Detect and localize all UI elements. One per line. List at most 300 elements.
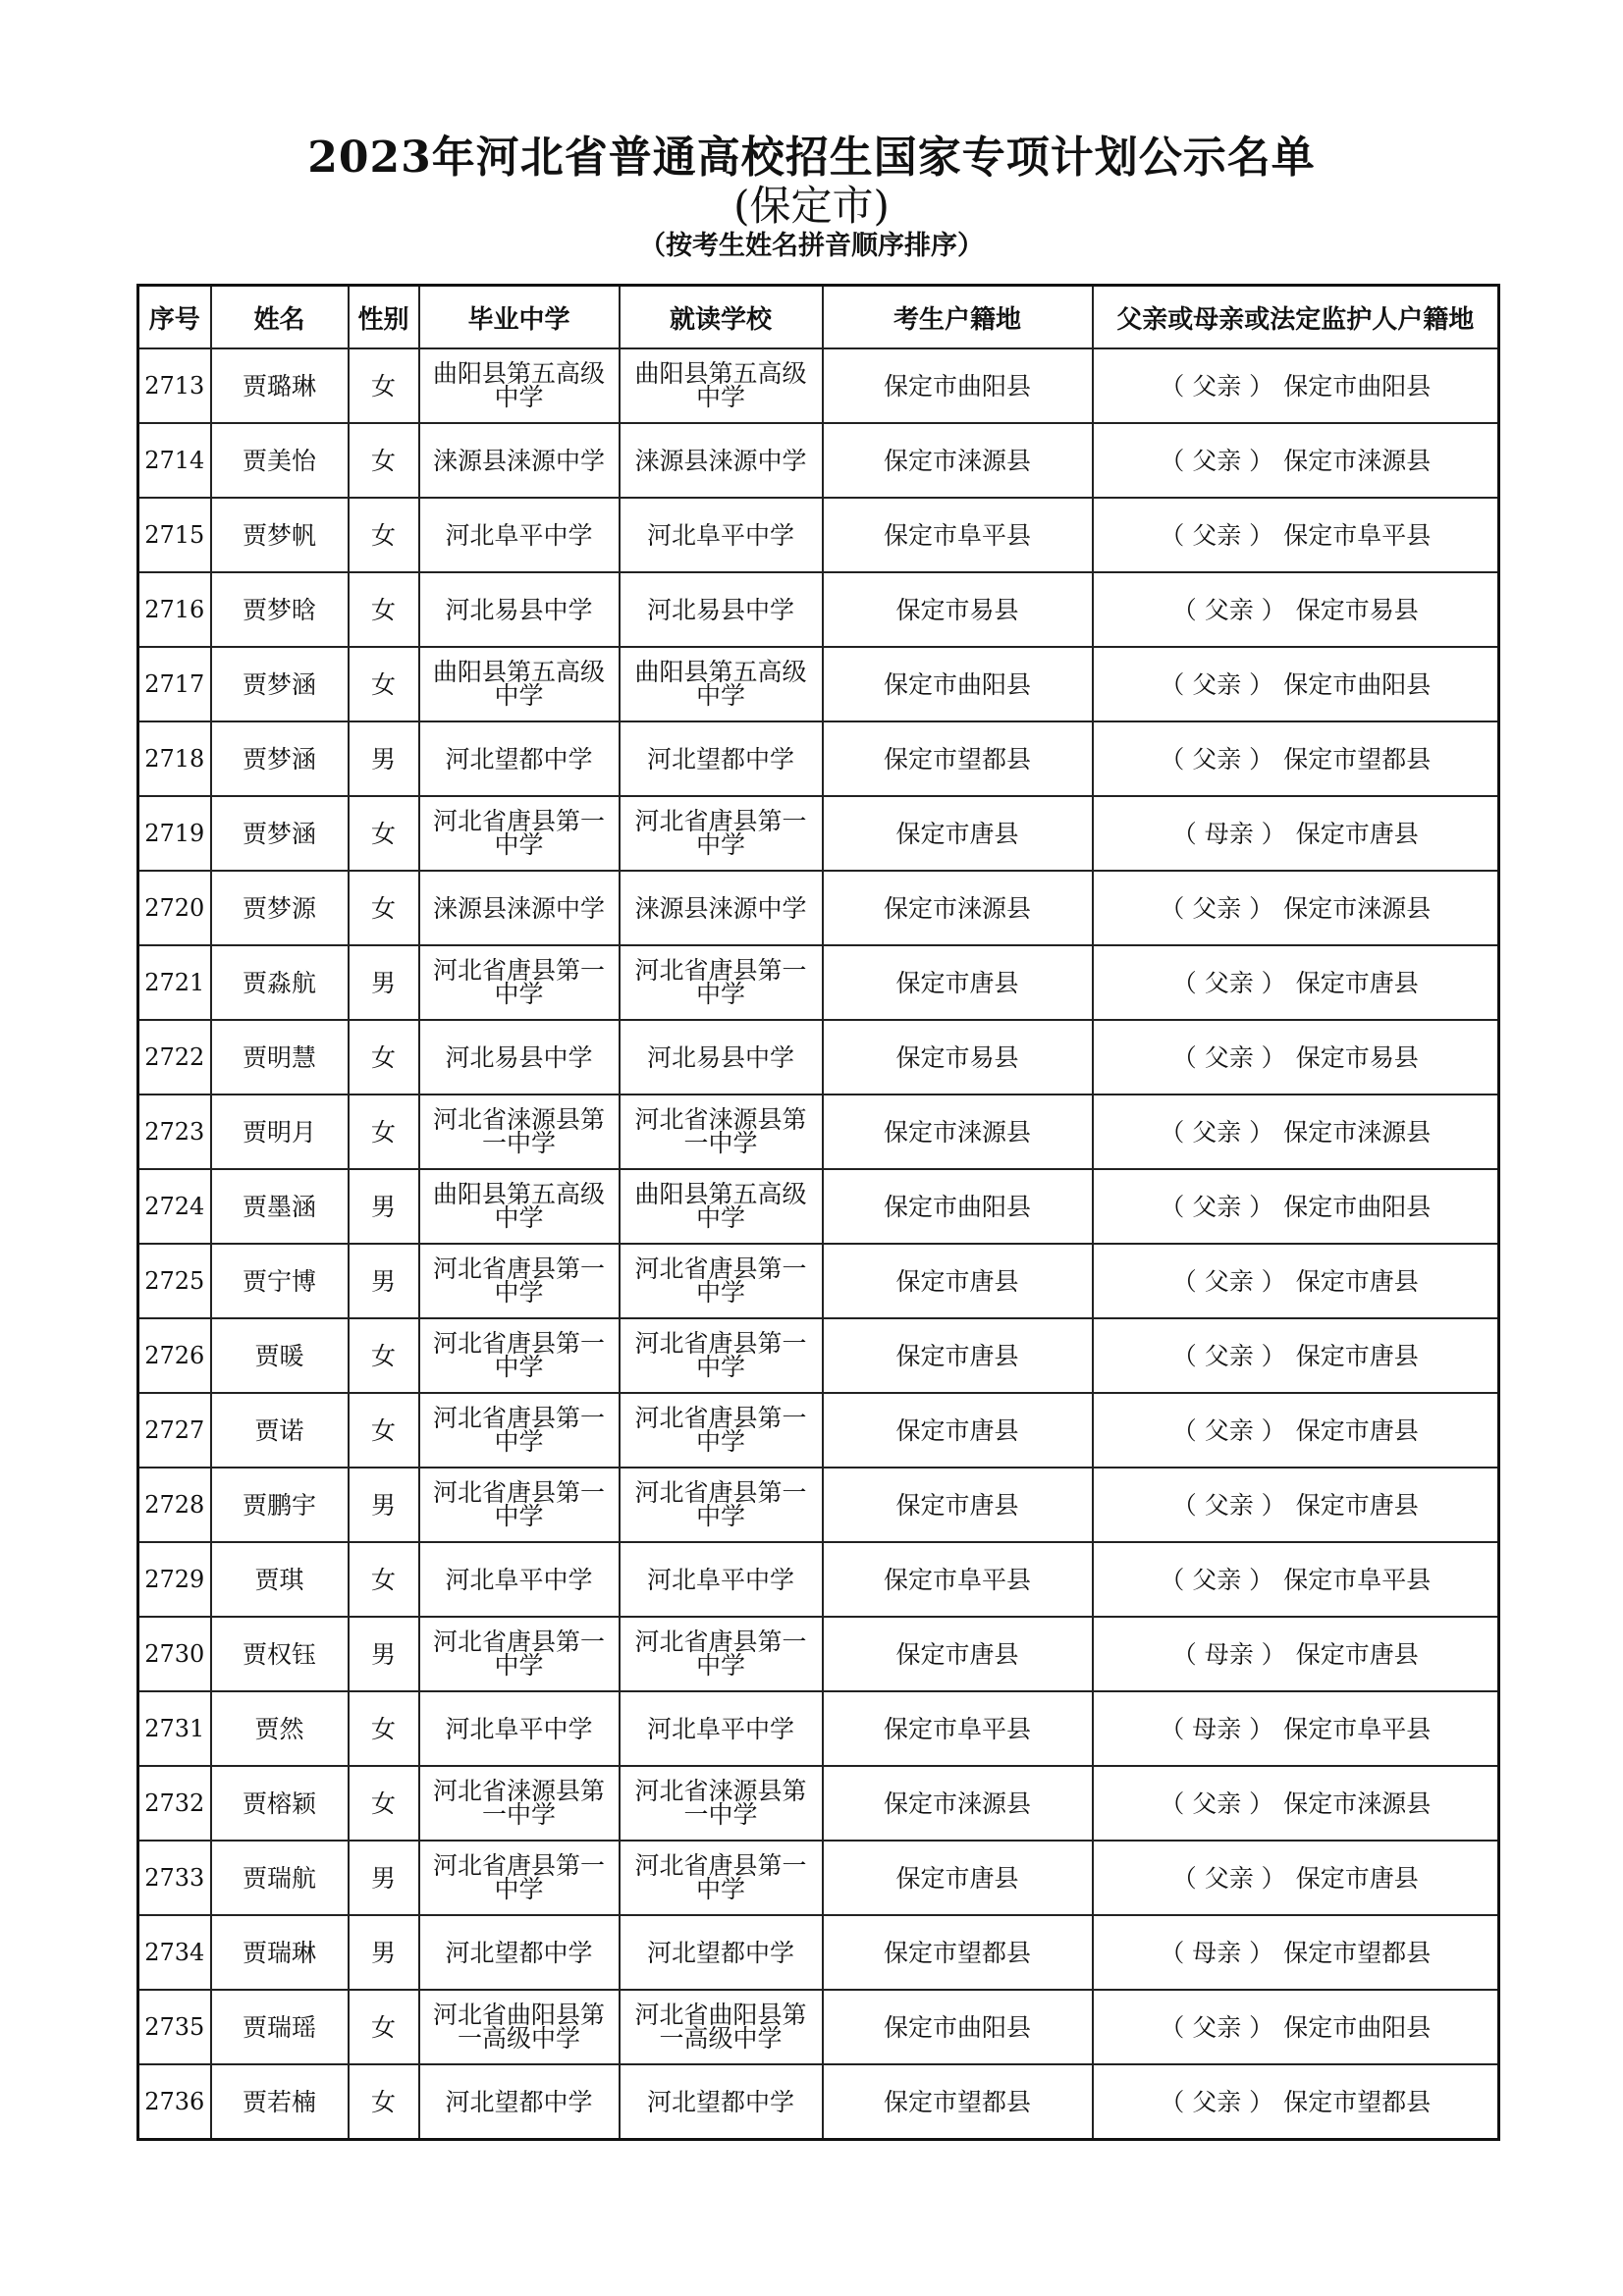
cell-current-school: [620, 1318, 823, 1393]
cell-name: 贾梦涵: [211, 647, 349, 721]
cell-number: 2733: [138, 1841, 211, 1915]
guardian-relation: （ 父亲 ）: [1171, 1341, 1286, 1370]
cell-name: 贾璐琳: [211, 348, 349, 423]
cell-current-school: [620, 498, 823, 572]
cell-guardian-household: [1093, 945, 1499, 1020]
cell-household: 保定市唐县: [823, 945, 1093, 1020]
table-header-row: [138, 286, 1499, 349]
cell-sex: 女: [349, 1542, 419, 1617]
cell-current-school: [620, 871, 823, 945]
cell-current-school-text: 河北望都中学: [646, 744, 794, 774]
cell-current-school-text: 河北易县中学: [646, 1042, 794, 1072]
cell-graduated-school: [419, 1766, 620, 1841]
cell-guardian-household: [1093, 721, 1499, 796]
cell-name: 贾美怡: [211, 423, 349, 498]
cell-graduated-school-text: 河北望都中学: [445, 1938, 593, 1967]
cell-name: 贾榕颖: [211, 1766, 349, 1841]
guardian-home: 保定市曲阳县: [1283, 669, 1432, 699]
cell-guardian-household: [1093, 871, 1499, 945]
cell-number: 2735: [138, 1990, 211, 2064]
cell-current-school-text: 河北省唐县第一中学: [634, 1255, 807, 1307]
cell-number: 2727: [138, 1393, 211, 1468]
cell-household: 保定市望都县: [823, 2064, 1093, 2140]
cell-current-school: [620, 1393, 823, 1468]
cell-graduated-school: [419, 572, 620, 647]
col-header-household: 考生户籍地: [823, 286, 1093, 349]
cell-sex: 女: [349, 572, 419, 647]
cell-name: 贾若楠: [211, 2064, 349, 2140]
cell-sex: 女: [349, 1766, 419, 1841]
cell-graduated-school-text: 河北省唐县第一中学: [432, 1329, 605, 1381]
cell-graduated-school-text: 河北望都中学: [445, 2087, 593, 2116]
cell-current-school-text: 涞源县涞源中学: [634, 893, 807, 923]
cell-current-school: [620, 1766, 823, 1841]
cell-current-school-text: 河北省涞源县第一中学: [634, 1105, 807, 1157]
col-header-number: 序号: [138, 286, 211, 349]
cell-name: 贾梦涵: [211, 721, 349, 796]
cell-current-school: [620, 1542, 823, 1617]
cell-graduated-school-text: 涞源县涞源中学: [432, 893, 605, 923]
cell-current-school-text: 河北易县中学: [646, 595, 794, 624]
table-row: [138, 1542, 1499, 1617]
guardian-relation: （ 母亲 ）: [1160, 1714, 1274, 1743]
cell-sex: 男: [349, 1244, 419, 1318]
cell-guardian-household: [1093, 1990, 1499, 2064]
cell-graduated-school: [419, 1990, 620, 2064]
cell-guardian-household: [1093, 1542, 1499, 1617]
cell-current-school-text: 河北省曲阳县第一高级中学: [634, 2001, 807, 2053]
cell-graduated-school: [419, 1318, 620, 1393]
table-row: [138, 1318, 1499, 1393]
table-row: [138, 1095, 1499, 1169]
cell-current-school-text: 河北望都中学: [646, 1938, 794, 1967]
page-title: 2023年河北省普通高校招生国家专项计划公示名单: [307, 133, 1316, 183]
table-row: [138, 348, 1499, 423]
guardian-home: 保定市曲阳县: [1283, 2012, 1432, 2042]
cell-sex: 男: [349, 945, 419, 1020]
cell-current-school-text: 河北望都中学: [646, 2087, 794, 2116]
guardian-relation: （ 父亲 ）: [1160, 446, 1274, 475]
cell-current-school-text: 河北省涞源县第一中学: [634, 1777, 807, 1829]
guardian-home: 保定市唐县: [1295, 1863, 1419, 1893]
guardian-home: 保定市望都县: [1283, 1938, 1432, 1967]
cell-number: 2718: [138, 721, 211, 796]
cell-graduated-school: [419, 945, 620, 1020]
cell-current-school-text: 曲阳县第五高级中学: [634, 359, 807, 411]
guardian-relation: （ 父亲 ）: [1160, 2087, 1274, 2116]
cell-graduated-school-text: 曲阳县第五高级中学: [432, 359, 605, 411]
cell-household: 保定市唐县: [823, 796, 1093, 871]
cell-graduated-school-text: 河北阜平中学: [445, 520, 593, 550]
cell-current-school-text: 涞源县涞源中学: [634, 446, 807, 475]
guardian-home: 保定市唐县: [1295, 1415, 1419, 1445]
cell-sex: 男: [349, 1841, 419, 1915]
cell-number: 2714: [138, 423, 211, 498]
guardian-relation: （ 父亲 ）: [1160, 1117, 1274, 1147]
cell-graduated-school-text: 河北省唐县第一中学: [432, 1255, 605, 1307]
cell-graduated-school: [419, 1095, 620, 1169]
guardian-home: 保定市阜平县: [1283, 1714, 1432, 1743]
cell-current-school: [620, 2064, 823, 2140]
cell-graduated-school-text: 河北省唐县第一中学: [432, 1851, 605, 1903]
cell-name: 贾暖: [211, 1318, 349, 1393]
cell-name: 贾然: [211, 1691, 349, 1766]
table-row: [138, 1766, 1499, 1841]
cell-current-school: [620, 348, 823, 423]
col-header-name: 姓名: [211, 286, 349, 349]
cell-household: 保定市唐县: [823, 1244, 1093, 1318]
cell-graduated-school-text: 河北省涞源县第一中学: [432, 1105, 605, 1157]
cell-guardian-household: [1093, 1617, 1499, 1691]
cell-guardian-household: [1093, 1468, 1499, 1542]
cell-sex: 女: [349, 498, 419, 572]
cell-graduated-school: [419, 498, 620, 572]
cell-household: 保定市唐县: [823, 1617, 1093, 1691]
sort-note: （按考生姓名拼音顺序排序）: [639, 231, 984, 261]
cell-guardian-household: [1093, 796, 1499, 871]
cell-graduated-school: [419, 348, 620, 423]
cell-sex: 男: [349, 721, 419, 796]
table-row: [138, 1020, 1499, 1095]
cell-name: 贾鹏宇: [211, 1468, 349, 1542]
cell-name: 贾瑞航: [211, 1841, 349, 1915]
guardian-relation: （ 父亲 ）: [1171, 1042, 1286, 1072]
cell-graduated-school-text: 河北省唐县第一中学: [432, 1478, 605, 1530]
guardian-home: 保定市涞源县: [1283, 446, 1432, 475]
cell-number: 2715: [138, 498, 211, 572]
cell-guardian-household: [1093, 1691, 1499, 1766]
cell-graduated-school-text: 河北易县中学: [445, 595, 593, 624]
cell-household: 保定市望都县: [823, 1915, 1093, 1990]
cell-graduated-school-text: 河北阜平中学: [445, 1714, 593, 1743]
cell-current-school-text: 曲阳县第五高级中学: [634, 1180, 807, 1232]
cell-guardian-household: [1093, 647, 1499, 721]
cell-sex: 男: [349, 1915, 419, 1990]
cell-number: 2721: [138, 945, 211, 1020]
cell-name: 贾诺: [211, 1393, 349, 1468]
cell-household: 保定市曲阳县: [823, 1990, 1093, 2064]
cell-graduated-school-text: 河北省涞源县第一中学: [432, 1777, 605, 1829]
cell-number: 2719: [138, 796, 211, 871]
cell-household: 保定市曲阳县: [823, 1169, 1093, 1244]
cell-current-school: [620, 796, 823, 871]
cell-current-school: [620, 423, 823, 498]
cell-current-school: [620, 1841, 823, 1915]
table-row: [138, 796, 1499, 871]
cell-guardian-household: [1093, 1841, 1499, 1915]
guardian-relation: （ 父亲 ）: [1160, 371, 1274, 400]
guardian-home: 保定市易县: [1295, 595, 1419, 624]
guardian-relation: （ 父亲 ）: [1160, 893, 1274, 923]
guardian-home: 保定市涞源县: [1283, 1789, 1432, 1818]
cell-household: 保定市唐县: [823, 1841, 1093, 1915]
table-row: [138, 871, 1499, 945]
cell-graduated-school: [419, 423, 620, 498]
cell-name: 贾瑞琳: [211, 1915, 349, 1990]
guardian-relation: （ 父亲 ）: [1171, 1863, 1286, 1893]
cell-current-school-text: 河北省唐县第一中学: [634, 1851, 807, 1903]
cell-household: 保定市涞源县: [823, 1766, 1093, 1841]
cell-graduated-school: [419, 1542, 620, 1617]
cell-household: 保定市阜平县: [823, 498, 1093, 572]
cell-sex: 女: [349, 796, 419, 871]
cell-number: 2725: [138, 1244, 211, 1318]
cell-household: 保定市阜平县: [823, 1691, 1093, 1766]
guardian-relation: （ 母亲 ）: [1171, 819, 1286, 848]
cell-current-school-text: 河北省唐县第一中学: [634, 1404, 807, 1456]
guardian-home: 保定市阜平县: [1283, 520, 1432, 550]
cell-current-school-text: 河北省唐县第一中学: [634, 1628, 807, 1680]
table-row: [138, 721, 1499, 796]
cell-graduated-school: [419, 1468, 620, 1542]
guardian-home: 保定市阜平县: [1283, 1565, 1432, 1594]
cell-sex: 女: [349, 1990, 419, 2064]
cell-name: 贾梦源: [211, 871, 349, 945]
table-row: [138, 498, 1499, 572]
cell-graduated-school-text: 河北易县中学: [445, 1042, 593, 1072]
cell-graduated-school-text: 河北省曲阳县第一高级中学: [432, 2001, 605, 2053]
cell-graduated-school-text: 涞源县涞源中学: [432, 446, 605, 475]
cell-number: 2720: [138, 871, 211, 945]
cell-sex: 女: [349, 1318, 419, 1393]
guardian-home: 保定市唐县: [1295, 1341, 1419, 1370]
guardian-relation: （ 父亲 ）: [1160, 1565, 1274, 1594]
cell-guardian-household: [1093, 1020, 1499, 1095]
cell-sex: 女: [349, 423, 419, 498]
guardian-home: 保定市唐县: [1295, 1490, 1419, 1520]
table-row: [138, 572, 1499, 647]
col-header-graduated-school: 毕业中学: [419, 286, 620, 349]
guardian-relation: （ 父亲 ）: [1171, 1266, 1286, 1296]
cell-current-school: [620, 572, 823, 647]
table-row: [138, 1990, 1499, 2064]
cell-graduated-school-text: 河北阜平中学: [445, 1565, 593, 1594]
cell-current-school-text: 河北省唐县第一中学: [634, 807, 807, 859]
cell-graduated-school-text: 河北省唐县第一中学: [432, 1404, 605, 1456]
table-row: [138, 1841, 1499, 1915]
guardian-relation: （ 父亲 ）: [1171, 1415, 1286, 1445]
cell-graduated-school-text: 曲阳县第五高级中学: [432, 1180, 605, 1232]
cell-graduated-school: [419, 1393, 620, 1468]
cell-number: 2724: [138, 1169, 211, 1244]
guardian-relation: （ 父亲 ）: [1160, 1192, 1274, 1221]
cell-current-school: [620, 1468, 823, 1542]
cell-number: 2723: [138, 1095, 211, 1169]
cell-current-school-text: 河北阜平中学: [646, 520, 794, 550]
cell-graduated-school: [419, 2064, 620, 2140]
guardian-relation: （ 父亲 ）: [1160, 2012, 1274, 2042]
cell-guardian-household: [1093, 498, 1499, 572]
table-row: [138, 1393, 1499, 1468]
guardian-home: 保定市曲阳县: [1283, 371, 1432, 400]
cell-current-school-text: 河北省唐县第一中学: [634, 956, 807, 1008]
cell-current-school-text: 河北阜平中学: [646, 1565, 794, 1594]
table-row: [138, 1915, 1499, 1990]
cell-number: 2732: [138, 1766, 211, 1841]
cell-number: 2713: [138, 348, 211, 423]
cell-graduated-school: [419, 1915, 620, 1990]
page-subtitle: (保定市): [733, 182, 890, 230]
guardian-home: 保定市唐县: [1295, 968, 1419, 997]
cell-current-school: [620, 1691, 823, 1766]
cell-guardian-household: [1093, 572, 1499, 647]
guardian-home: 保定市唐县: [1295, 819, 1419, 848]
cell-current-school: [620, 647, 823, 721]
cell-name: 贾梦帆: [211, 498, 349, 572]
cell-household: 保定市涞源县: [823, 423, 1093, 498]
cell-graduated-school: [419, 871, 620, 945]
cell-name: 贾梦晗: [211, 572, 349, 647]
cell-household: 保定市曲阳县: [823, 647, 1093, 721]
cell-number: 2730: [138, 1617, 211, 1691]
cell-current-school-text: 曲阳县第五高级中学: [634, 658, 807, 710]
guardian-home: 保定市唐县: [1295, 1639, 1419, 1669]
guardian-relation: （ 母亲 ）: [1160, 1938, 1274, 1967]
cell-household: 保定市易县: [823, 1020, 1093, 1095]
table-row: [138, 1617, 1499, 1691]
cell-current-school: [620, 1095, 823, 1169]
guardian-relation: （ 母亲 ）: [1171, 1639, 1286, 1669]
cell-sex: 女: [349, 348, 419, 423]
cell-sex: 女: [349, 1095, 419, 1169]
cell-name: 贾瑞瑶: [211, 1990, 349, 2064]
cell-guardian-household: [1093, 1393, 1499, 1468]
cell-household: 保定市曲阳县: [823, 348, 1093, 423]
table-row: [138, 1468, 1499, 1542]
cell-household: 保定市阜平县: [823, 1542, 1093, 1617]
table-row: [138, 2064, 1499, 2140]
cell-graduated-school: [419, 1617, 620, 1691]
cell-name: 贾琪: [211, 1542, 349, 1617]
cell-graduated-school: [419, 647, 620, 721]
cell-sex: 女: [349, 1393, 419, 1468]
guardian-relation: （ 父亲 ）: [1160, 669, 1274, 699]
cell-guardian-household: [1093, 423, 1499, 498]
cell-number: 2734: [138, 1915, 211, 1990]
guardian-home: 保定市唐县: [1295, 1266, 1419, 1296]
cell-number: 2729: [138, 1542, 211, 1617]
cell-graduated-school-text: 河北省唐县第一中学: [432, 956, 605, 1008]
cell-number: 2726: [138, 1318, 211, 1393]
cell-sex: 女: [349, 2064, 419, 2140]
cell-household: 保定市涞源县: [823, 871, 1093, 945]
cell-guardian-household: [1093, 2064, 1499, 2140]
roster-table: [136, 284, 1500, 2141]
cell-name: 贾明月: [211, 1095, 349, 1169]
cell-number: 2722: [138, 1020, 211, 1095]
col-header-sex: 性别: [349, 286, 419, 349]
cell-graduated-school: [419, 721, 620, 796]
cell-guardian-household: [1093, 1318, 1499, 1393]
cell-current-school: [620, 721, 823, 796]
cell-current-school: [620, 1020, 823, 1095]
col-header-guardian-household: 父亲或母亲或法定监护人户籍地: [1093, 286, 1499, 349]
cell-current-school: [620, 1990, 823, 2064]
cell-current-school: [620, 1617, 823, 1691]
cell-household: 保定市易县: [823, 572, 1093, 647]
cell-current-school: [620, 1915, 823, 1990]
cell-graduated-school: [419, 1841, 620, 1915]
guardian-relation: （ 父亲 ）: [1171, 595, 1286, 624]
cell-household: 保定市涞源县: [823, 1095, 1093, 1169]
cell-guardian-household: [1093, 1095, 1499, 1169]
col-header-current-school: 就读学校: [620, 286, 823, 349]
cell-graduated-school-text: 河北省唐县第一中学: [432, 807, 605, 859]
cell-graduated-school: [419, 1020, 620, 1095]
cell-number: 2736: [138, 2064, 211, 2140]
cell-current-school: [620, 1169, 823, 1244]
cell-household: 保定市唐县: [823, 1393, 1093, 1468]
table-row: [138, 423, 1499, 498]
cell-graduated-school: [419, 796, 620, 871]
cell-sex: 女: [349, 1691, 419, 1766]
cell-graduated-school-text: 河北望都中学: [445, 744, 593, 774]
guardian-home: 保定市涞源县: [1283, 893, 1432, 923]
cell-number: 2731: [138, 1691, 211, 1766]
cell-current-school-text: 河北省唐县第一中学: [634, 1478, 807, 1530]
cell-name: 贾梦涵: [211, 796, 349, 871]
guardian-home: 保定市曲阳县: [1283, 1192, 1432, 1221]
guardian-relation: （ 父亲 ）: [1160, 1789, 1274, 1818]
guardian-home: 保定市涞源县: [1283, 1117, 1432, 1147]
cell-sex: 男: [349, 1617, 419, 1691]
cell-guardian-household: [1093, 1169, 1499, 1244]
table-row: [138, 1169, 1499, 1244]
cell-current-school-text: 河北阜平中学: [646, 1714, 794, 1743]
cell-sex: 女: [349, 647, 419, 721]
cell-name: 贾权钰: [211, 1617, 349, 1691]
cell-graduated-school: [419, 1169, 620, 1244]
cell-name: 贾宁博: [211, 1244, 349, 1318]
guardian-relation: （ 父亲 ）: [1171, 1490, 1286, 1520]
cell-name: 贾墨涵: [211, 1169, 349, 1244]
cell-sex: 男: [349, 1169, 419, 1244]
cell-name: 贾淼航: [211, 945, 349, 1020]
cell-name: 贾明慧: [211, 1020, 349, 1095]
cell-household: 保定市唐县: [823, 1318, 1093, 1393]
cell-graduated-school-text: 河北省唐县第一中学: [432, 1628, 605, 1680]
cell-number: 2717: [138, 647, 211, 721]
cell-household: 保定市唐县: [823, 1468, 1093, 1542]
cell-guardian-household: [1093, 1244, 1499, 1318]
cell-graduated-school-text: 曲阳县第五高级中学: [432, 658, 605, 710]
cell-number: 2716: [138, 572, 211, 647]
guardian-home: 保定市望都县: [1283, 2087, 1432, 2116]
table-row: [138, 945, 1499, 1020]
cell-sex: 女: [349, 1020, 419, 1095]
cell-guardian-household: [1093, 1766, 1499, 1841]
guardian-relation: （ 父亲 ）: [1171, 968, 1286, 997]
guardian-home: 保定市易县: [1295, 1042, 1419, 1072]
cell-household: 保定市望都县: [823, 721, 1093, 796]
cell-graduated-school: [419, 1691, 620, 1766]
cell-sex: 男: [349, 1468, 419, 1542]
cell-guardian-household: [1093, 348, 1499, 423]
cell-current-school: [620, 945, 823, 1020]
cell-current-school-text: 河北省唐县第一中学: [634, 1329, 807, 1381]
cell-graduated-school: [419, 1244, 620, 1318]
cell-sex: 女: [349, 871, 419, 945]
guardian-relation: （ 父亲 ）: [1160, 520, 1274, 550]
table-row: [138, 1691, 1499, 1766]
cell-guardian-household: [1093, 1915, 1499, 1990]
table-row: [138, 1244, 1499, 1318]
guardian-home: 保定市望都县: [1283, 744, 1432, 774]
cell-current-school: [620, 1244, 823, 1318]
guardian-relation: （ 父亲 ）: [1160, 744, 1274, 774]
cell-number: 2728: [138, 1468, 211, 1542]
table-row: [138, 647, 1499, 721]
